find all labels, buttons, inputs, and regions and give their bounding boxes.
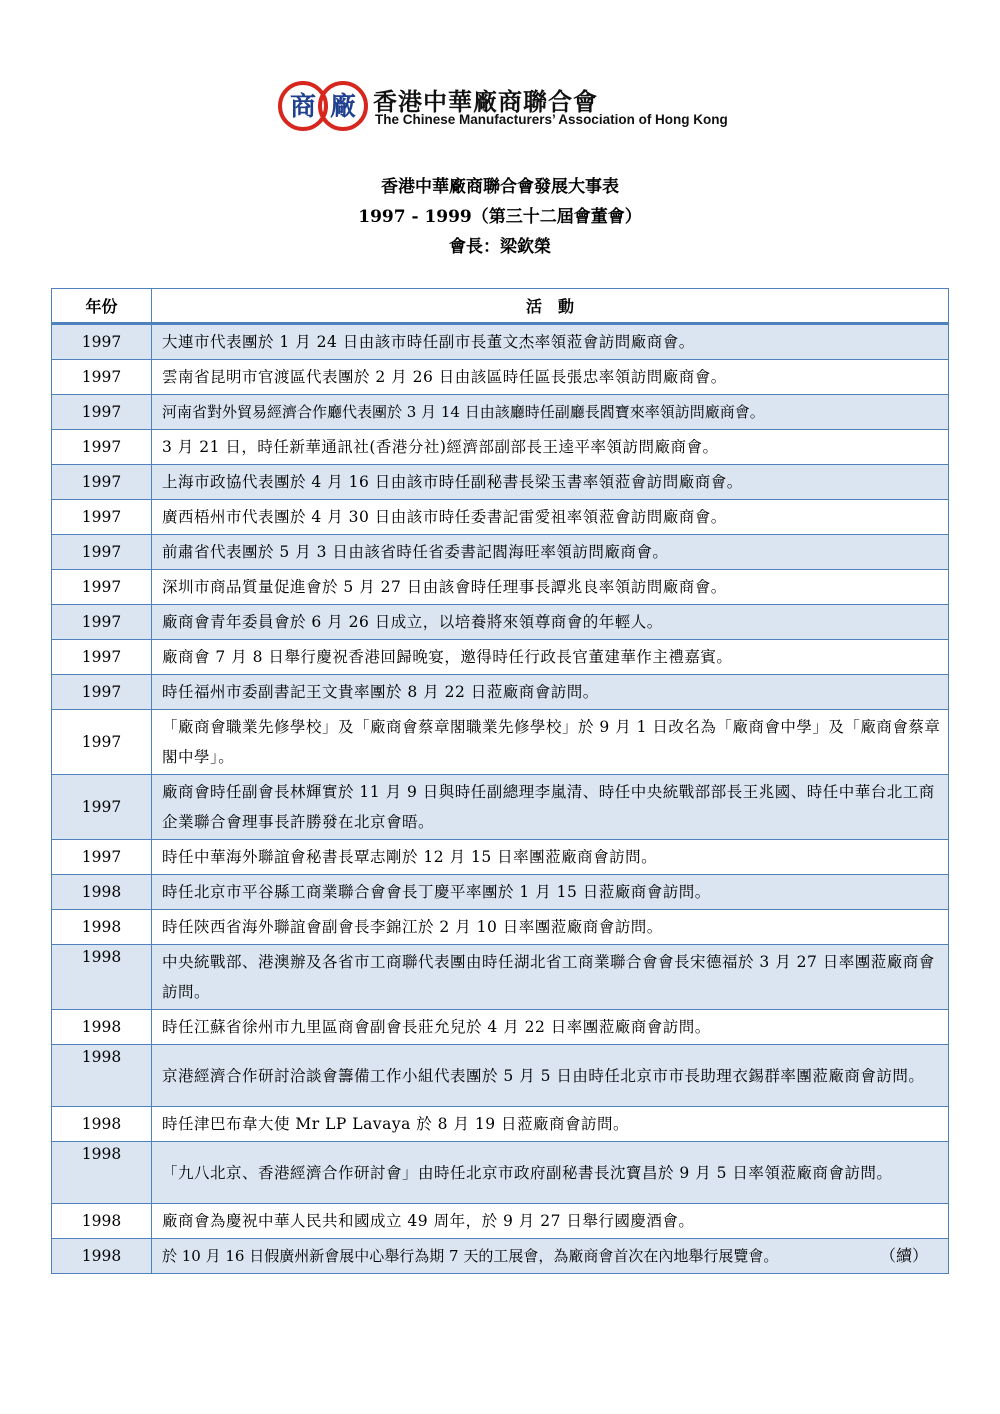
logo-emblem-icon xyxy=(277,80,373,132)
table-row xyxy=(52,1010,949,1045)
row-year: 1997 xyxy=(52,640,152,675)
table-row xyxy=(52,875,949,910)
row-year: 1997 xyxy=(52,775,152,840)
row-activity: 時任北京市平谷縣工商業聯合會會長丁慶平率團於 1 月 15 日蒞廠商會訪問。 xyxy=(152,875,949,910)
logo-char-chang: 廠 xyxy=(329,92,357,122)
table-row xyxy=(52,605,949,640)
row-activity: 河南省對外貿易經濟合作廳代表團於 3 月 14 日由該廳時任副廳長閻寶來率領訪問廠商會。 xyxy=(152,395,949,430)
row-year: 1998 xyxy=(52,1107,152,1142)
row-year: 1997 xyxy=(52,465,152,500)
row-year: 1997 xyxy=(52,570,152,605)
row-activity: 時任江蘇省徐州市九里區商會副會長莊允兒於 4 月 22 日率團蒞廠商會訪問。 xyxy=(152,1010,949,1045)
row-activity: 「廠商會職業先修學校」及「廠商會蔡章閣職業先修學校」於 9 月 1 日改名為「廠商會中學」及「廠商會蔡章閣中學」。 xyxy=(152,710,949,775)
row-year: 1997 xyxy=(52,605,152,640)
table-row xyxy=(52,395,949,430)
table-row xyxy=(52,500,949,535)
row-year: 1998 xyxy=(52,1204,152,1239)
row-activity: 時任中華海外聯誼會秘書長覃志剛於 12 月 15 日率團蒞廠商會訪問。 xyxy=(152,840,949,875)
row-year: 1998 xyxy=(52,1239,152,1274)
table-row xyxy=(52,675,949,710)
table-row xyxy=(52,1045,949,1107)
row-activity: 前肅省代表團於 5 月 3 日由該省時任省委書記閻海旺率領訪問廠商會。 xyxy=(152,535,949,570)
row-year: 1997 xyxy=(52,840,152,875)
events-table xyxy=(51,288,949,1274)
association-name-english: The Chinese Manufacturers’ Association of Hong Kong xyxy=(375,112,728,127)
table-row xyxy=(52,640,949,675)
table-row xyxy=(52,360,949,395)
activity-column-header: 活 動 xyxy=(152,289,949,324)
table-header-row xyxy=(52,289,949,324)
association-name-chinese: 香港中華廠商聯合會 xyxy=(373,88,598,116)
row-year: 1998 xyxy=(52,1010,152,1045)
table-row xyxy=(52,945,949,1010)
row-year: 1998 xyxy=(52,910,152,945)
row-activity: 時任陝西省海外聯誼會副會長李錦江於 2 月 10 日率團蒞廠商會訪問。 xyxy=(152,910,949,945)
row-year: 1997 xyxy=(52,535,152,570)
row-activity: 中央統戰部、港澳辦及各省市工商聯代表團由時任湖北省工商業聯合會會長宋德福於 3 月 27 日率團蒞廠商會訪問。 xyxy=(152,945,949,1010)
row-year: 1997 xyxy=(52,360,152,395)
row-activity: 3 月 21 日，時任新華通訊社(香港分社)經濟部副部長王逵平率領訪問廠商會。 xyxy=(152,430,949,465)
row-activity: 廠商會時任副會長林輝實於 11 月 9 日與時任副總理李嵐清、時任中央統戰部部長王兆國、時任中華台北工商企業聯合會理事長許勝發在北京會晤。 xyxy=(152,775,949,840)
table-row xyxy=(52,324,949,360)
table-row xyxy=(52,710,949,775)
association-logo xyxy=(277,80,737,136)
row-year: 1998 xyxy=(52,875,152,910)
row-year: 1997 xyxy=(52,430,152,465)
table-row xyxy=(52,1204,949,1239)
row-year: 1997 xyxy=(52,395,152,430)
table-row xyxy=(52,535,949,570)
table-row xyxy=(52,465,949,500)
row-year: 1997 xyxy=(52,324,152,360)
document-title: 香港中華廠商聯合會發展大事表 xyxy=(381,177,619,197)
continued-note: （續） xyxy=(880,1246,929,1265)
row-activity: 大連市代表團於 1 月 24 日由該市時任副市長董文杰率領蒞會訪問廠商會。 xyxy=(152,324,949,360)
row-year: 1997 xyxy=(52,710,152,775)
year-column-header: 年份 xyxy=(52,289,152,324)
row-year: 1998 xyxy=(52,1142,152,1204)
row-year: 1997 xyxy=(52,500,152,535)
row-activity: 廠商會青年委員會於 6 月 26 日成立，以培養將來領尊商會的年輕人。 xyxy=(152,605,949,640)
row-year: 1997 xyxy=(52,675,152,710)
logo-char-shang: 商 xyxy=(289,92,317,122)
document-period: 1997 - 1999（第三十二屆會董會） xyxy=(358,207,642,227)
row-activity: 雲南省昆明市官渡區代表團於 2 月 26 日由該區時任區長張忠率領訪問廠商會。 xyxy=(152,360,949,395)
table-row xyxy=(52,840,949,875)
row-activity: 廠商會 7 月 8 日舉行慶祝香港回歸晚宴，邀得時任行政長官董建華作主禮嘉賓。 xyxy=(152,640,949,675)
row-activity: 時任津巴布韋大使 Mr LP Lavaya 於 8 月 19 日蒞廠商會訪問。 xyxy=(152,1107,949,1142)
table-row xyxy=(52,570,949,605)
table-row xyxy=(52,430,949,465)
row-year: 1998 xyxy=(52,1045,152,1107)
table-row xyxy=(52,1142,949,1204)
row-activity: 時任福州市委副書記王文貴率團於 8 月 22 日蒞廠商會訪問。 xyxy=(152,675,949,710)
row-year: 1998 xyxy=(52,945,152,1010)
row-activity: 「九八北京、香港經濟合作研討會」由時任北京市政府副秘書長沈寶昌於 9 月 5 日率領蒞廠商會訪問。 xyxy=(152,1142,949,1204)
table-row xyxy=(52,910,949,945)
table-row xyxy=(52,1239,949,1274)
row-activity: 京港經濟合作研討洽談會籌備工作小組代表團於 5 月 5 日由時任北京市市長助理衣錫群率團蒞廠商會訪問。 xyxy=(152,1045,949,1107)
row-activity: 上海市政協代表團於 4 月 16 日由該市時任副秘書長梁玉書率領蒞會訪問廠商會。 xyxy=(152,465,949,500)
row-activity: 深圳市商品質量促進會於 5 月 27 日由該會時任理事長譚兆良率領訪問廠商會。 xyxy=(152,570,949,605)
table-row xyxy=(52,775,949,840)
document-chairman: 會長：梁欽榮 xyxy=(449,237,551,257)
row-activity: 廠商會為慶祝中華人民共和國成立 49 周年，於 9 月 27 日舉行國慶酒會。 xyxy=(152,1204,949,1239)
row-activity: 於 10 月 16 日假廣州新會展中心舉行為期 7 天的工展會，為廠商會首次在內地舉行展覽會。 xyxy=(152,1239,949,1274)
row-activity: 廣西梧州市代表團於 4 月 30 日由該市時任委書記雷愛祖率領蒞會訪問廠商會。 xyxy=(152,500,949,535)
table-row xyxy=(52,1107,949,1142)
